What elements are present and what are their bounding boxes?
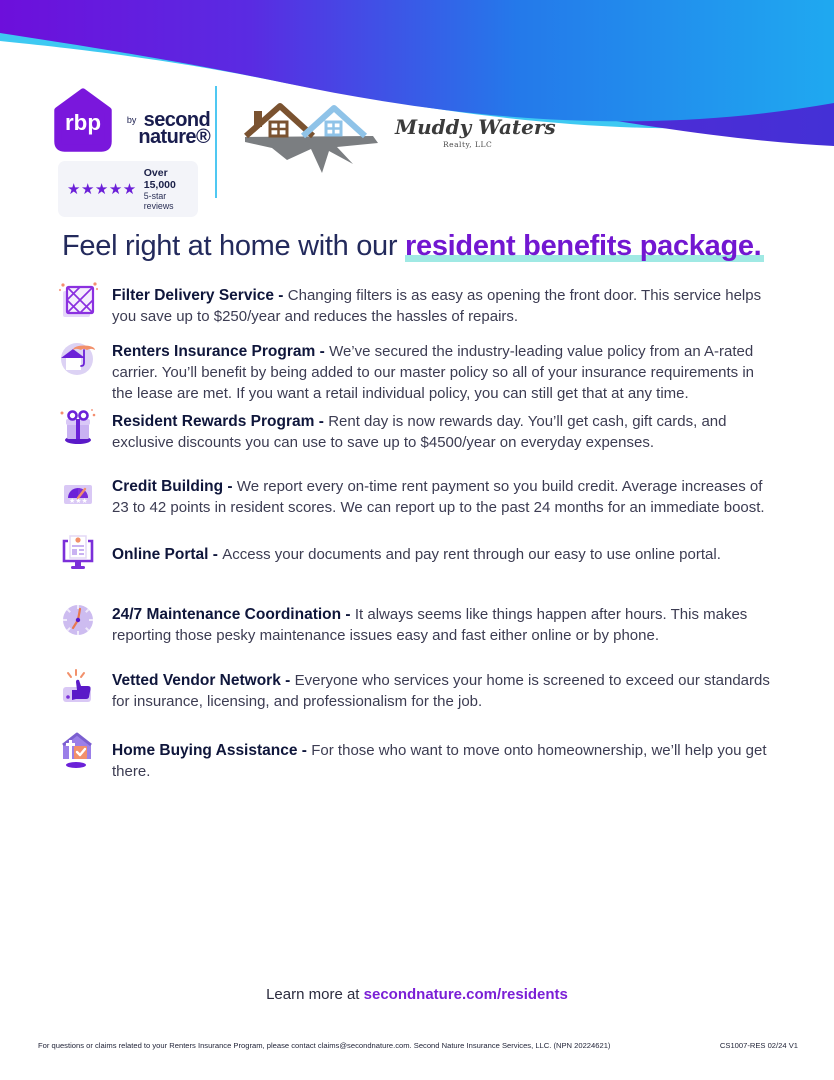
rbp-logo-icon xyxy=(46,85,120,159)
reviews-caption: 5-star reviews xyxy=(143,191,174,211)
benefit-title: Home Buying Assistance - xyxy=(112,742,312,759)
benefit-title: Renters Insurance Program - xyxy=(112,343,330,360)
benefit-description: Everyone who services your home is screened to exceed our standards for insurance, licensing, and professionalism for the job. xyxy=(112,672,770,710)
benefit-item-resident-rewards xyxy=(58,411,778,453)
rbp-logo-block xyxy=(58,85,211,217)
filter-icon xyxy=(58,281,98,321)
partner-subtitle: Realty, LLC xyxy=(443,140,493,149)
benefit-item-renters-insurance xyxy=(58,341,778,404)
thumbs-up-icon xyxy=(58,666,98,706)
benefit-item-filter-delivery xyxy=(58,285,778,327)
partner-name: Muddy Waters xyxy=(395,115,556,139)
online-portal-icon xyxy=(58,533,98,573)
benefit-title: Vetted Vendor Network - xyxy=(112,672,295,689)
benefit-item-online-portal xyxy=(58,544,778,573)
document-code: CS1007-RES 02/24 V1 xyxy=(719,1041,798,1050)
benefit-description: We’ve secured the industry-leading value policy from an A-rated carrier. You’ll benefit by being added to our master policy so all of your insurance requirements in the lease are met. If you want a retail individual policy, you can still get that at any time. xyxy=(112,343,755,402)
benefit-title: 24/7 Maintenance Coordination - xyxy=(112,606,355,623)
fine-print-row xyxy=(38,1041,798,1050)
benefit-item-maintenance xyxy=(58,604,778,646)
benefit-description: For those who want to move onto homeownership, we’ll help you get there. xyxy=(112,742,767,780)
headline-highlight: resident benefits package. xyxy=(405,230,764,262)
headline-prefix: Feel right at home with our xyxy=(62,230,405,262)
benefit-description: We report every on-time rent payment so you build credit. Average increases of 23 to 42 points in resident scores. We can report up to the past 24 months for an immediate boost. xyxy=(112,478,765,516)
benefit-title: Online Portal - xyxy=(112,546,223,563)
benefit-item-credit-building xyxy=(58,476,778,518)
reviews-badge xyxy=(58,161,198,217)
learn-more-link[interactable]: secondnature.com/residents xyxy=(363,986,568,1003)
svg-text:★★★: ★★★ xyxy=(69,498,88,505)
benefit-title: Filter Delivery Service - xyxy=(112,287,288,304)
home-buying-icon xyxy=(58,729,98,769)
second-nature-wordmark: second nature® xyxy=(138,109,211,148)
page-title xyxy=(62,228,802,264)
benefit-description: Changing filters is as easy as opening the front door. This service helps you save up to $250/year and reduces the hassles of repairs. xyxy=(112,287,762,325)
muddy-waters-houses-icon xyxy=(241,85,391,185)
clock-24-7-icon xyxy=(58,600,98,640)
reviews-count: Over 15,000 xyxy=(143,167,176,191)
insurance-disclaimer: For questions or claims related to your Renters Insurance Program, please contact claims@secondnature.com. Second Nature Insurance Services, LLC. (NPN 20224621) xyxy=(38,1041,611,1050)
benefit-title: Credit Building - xyxy=(112,478,237,495)
benefit-description: It always seems like things happen after hours. This makes reporting those pesky maintenance issues easy and fast either online or by phone. xyxy=(112,606,748,644)
logo-divider-line xyxy=(215,86,217,198)
umbrella-insurance-icon xyxy=(58,337,98,377)
benefits-list xyxy=(58,285,778,782)
benefit-item-home-buying xyxy=(58,740,778,782)
brand-row xyxy=(58,85,556,217)
rbp-by-label: by xyxy=(126,115,137,125)
benefit-item-vendor-network xyxy=(58,670,778,712)
learn-more-prefix: Learn more at xyxy=(266,986,364,1003)
learn-more-line xyxy=(0,986,834,1003)
benefit-title: Resident Rewards Program - xyxy=(112,413,329,430)
rbp-mark-text: rbp xyxy=(64,109,101,135)
benefit-description: Access your documents and pay rent through our easy to use online portal. xyxy=(222,546,721,563)
benefit-description: Rent day is now rewards day. You’ll get cash, gift cards, and exclusive discounts you can use to save up to $4500/year on everyday expenses. xyxy=(112,413,727,451)
credit-gauge-icon xyxy=(58,472,98,512)
partner-logo-block xyxy=(241,85,556,185)
gift-rewards-icon xyxy=(58,407,98,447)
five-star-icons: ★★★★★ xyxy=(67,180,137,198)
